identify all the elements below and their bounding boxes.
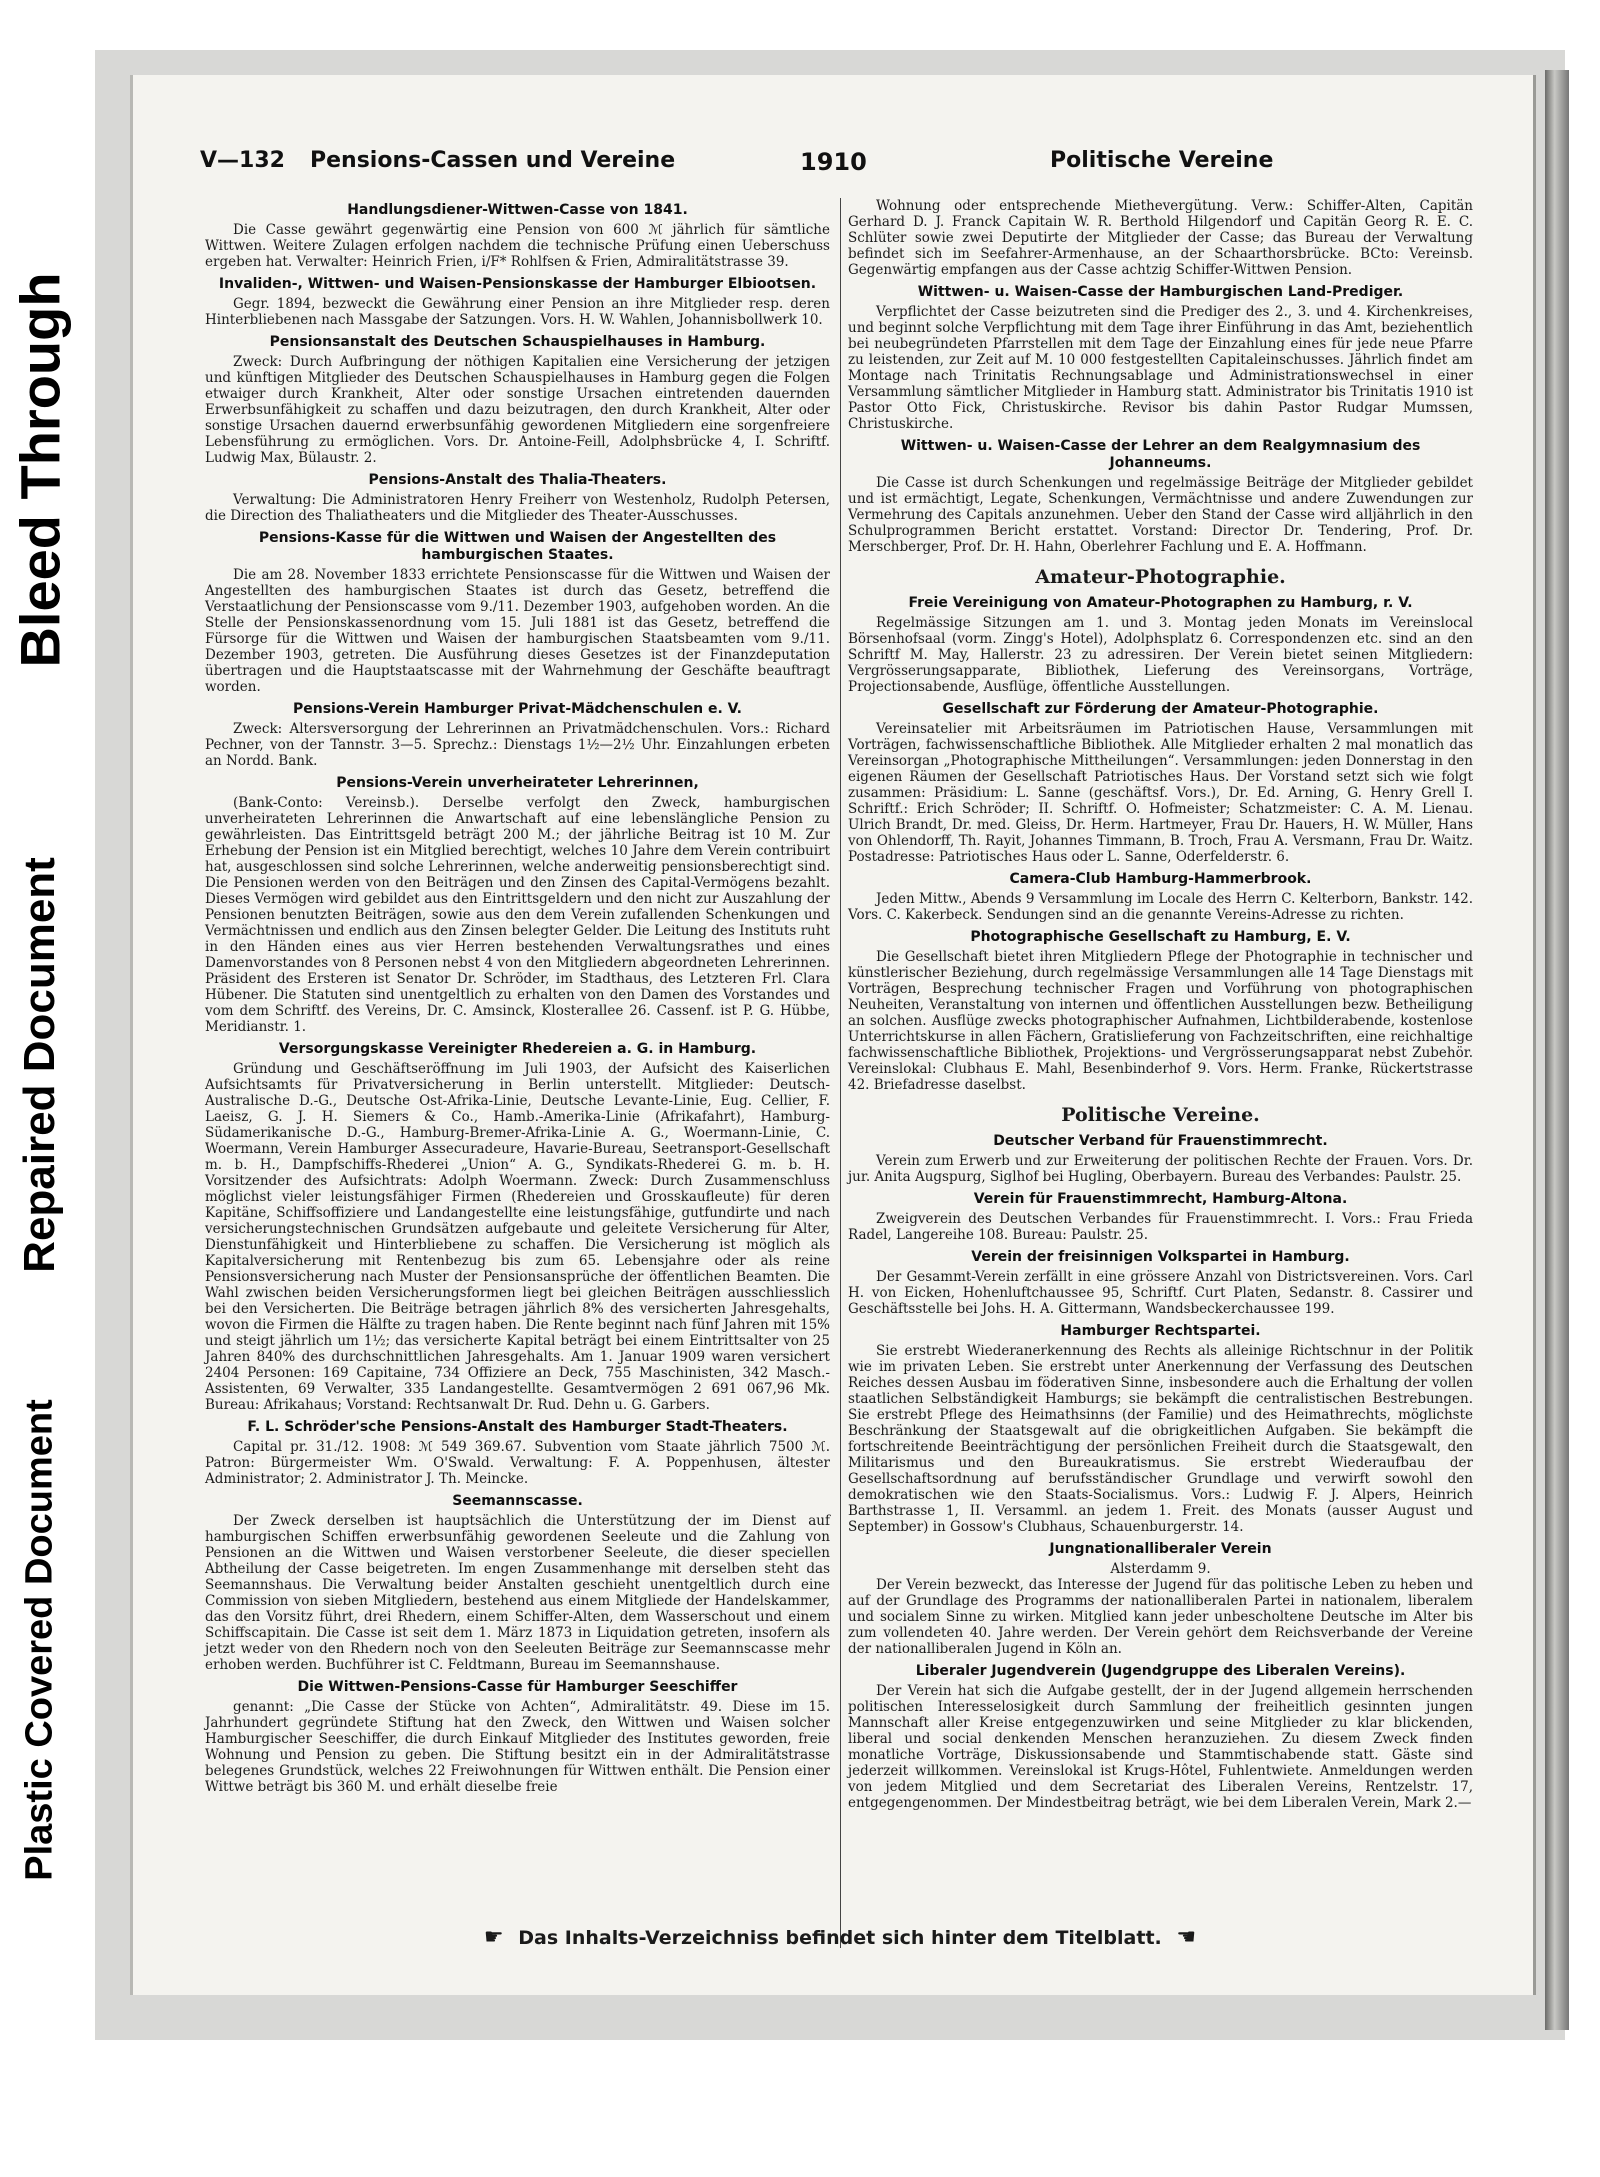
entry bbox=[205, 1419, 830, 1487]
label-bleed-through: Bleed Through bbox=[8, 272, 72, 668]
header-title: Pensions-Cassen und Vereine bbox=[310, 148, 676, 173]
entry-body: Verwaltung: Die Administratoren Henry Freiherr von Westenholz, Rudolph Petersen, die Direction des Thaliatheaters und die Mitglieder des Theater-Ausschusses. bbox=[205, 492, 830, 524]
entry bbox=[205, 701, 830, 769]
entry-body: Gegr. 1894, bezweckt die Gewährung einer Pension an ihre Mitglieder resp. deren Hinterbliebenen nach Massgabe der Satzungen. Vors. H. W. Wahlen, Johannisbollwerk 10. bbox=[205, 296, 830, 328]
entry-body: Gründung und Geschäftseröffnung im Juli 1903, der Aufsicht des Kaiserlichen Aufsichtsamts für Privatversicherung in Berlin unterstellt. Mitglieder: Deutsch-Australische D.-G., Deutsche Ost-Afrika-Linie, Deutsche Levante-Linie, Eug. Cellier, F. Laeisz, G. J. H. Siemers & Co., Hamb.-Amerika-Linie (Afrikafahrt), Hamburg-Südamerikanische D.-G., Hamburg-Bremer-Afrika-Linie A. G., Woermann-Linie, C. Woermann, Verein Hamburger Assecuradeure, Havarie-Bureau, Seetransport-Gesellschaft m. b. H., Dampfschiffs-Rhederei „Union“ A. G., Syndikats-Rhederei G. m. b. H. Vorsitzender des Aufsichtrats: Adolph Woermann. Zweck: Durch Zusammenschluss möglichst vieler leistungsfähiger Firmen (Rhedereien und Grosskaufleute) für deren Kapitäne, Schiffsoffiziere und Landangestellte eine leistungsfähige, gutfundirte und nach versicherungstechnischen Grundsätzen aufgebaute und geleitete Versicherung für Alter, Dienstunfähigkeit und Hinterbliebene zu schaffen. Die Versicherung ist möglich als Kapitalversicherung mit Rentenbezug bis zum 65. Lebensjahre oder als reine Pensionsversicherung nach Muster der Pensionsansprüche der öffentlichen Beamten. Die Wahl zwischen beiden Versicherungsformen liegt bei gleichen Beiträgen ausschliesslich bei den Versicherten. Die Beiträge betragen jährlich 8% des versicherten Jahresgehalts, wovon die Firmen die Hälfte zu tragen haben. Die Rente beginnt nach fünf Jahren mit 15% und steigt jährlich um 1½; das versicherte Kapital beträgt bei einem Eintrittsalter von 25 Jahren 840% des durchschnittlichen Jahresgehalts. Am 1. Januar 1909 waren versichert 2404 Personen: 169 Capitaine, 734 Offiziere an Deck, 755 Maschinisten, 342 Masch.-Assistenten, 69 Verwalter, 335 Landangestellte. Gesamtvermögen 2 691 067,96 Mk. Bureau: Afrikahaus; Vorstand: Rechtsanwalt Dr. Rud. Dehn u. G. Garbers. bbox=[205, 1061, 830, 1413]
entry-body: Vereinsatelier mit Arbeitsräumen im Patriotischen Hause, Versammlungen mit Vorträgen, fachwissenschaftliche Bibliothek. Alle Mitglieder erhalten 2 mal monatlich das Vereinsorgan „Photographische Mittheilungen“. Versammlungen: jeden Donnerstag in den eigenen Räumen der Gesellschaft Patriotisches Haus. Der Vorstand setzt sich wie folgt zusammen: Präsidium: L. Sanne (geschäftsf. Vors.), Dr. Ed. Arning, G. Henry Grell I. Schriftf.: Erich Schröder; II. Schriftf. O. Hofmeister; Schatzmeister: C. A. M. Lienau. Ulrich Brandt, Dr. med. Gleiss, Dr. Herm. Hartmeyer, Frau Dr. Hauers, H. W. Müller, Hans von Ohlendorff, Th. Rayit, Johannes Timmann, B. Troch, Frau A. Versmann, Frau Dr. Waitz. Postadresse: Patriotisches Haus oder L. Sanne, Oderfelderstr. 6. bbox=[848, 721, 1473, 865]
entry-title: Photographische Gesellschaft zu Hamburg, E. V. bbox=[970, 929, 1351, 945]
entry-body: Verpflichtet der Casse beizutreten sind die Prediger des 2., 3. und 4. Kirchenkreises, und beginnt solche Verpflichtung mit dem Tage ihrer Einführung in das Amt, beziehentlich bei neubegründeten Pfarrstellen mit dem Tage der Einzahlung eines für jede neue Pfarre zu leistenden, zur Zeit auf M. 10 000 festgestellten Capitaleinschusses. Jährlich findet am Montage nach Trinitatis Rechnungsablage und Administrationswechsel in einer Versammlung sämtlicher Mitglieder in Hamburg statt. Administrator bis Trinitatis 1910 ist Pastor Otto Fick, Christuskirche. Revisor bis dahin Pastor Rudgar Mumssen, Christuskirche. bbox=[848, 304, 1473, 432]
left-column bbox=[205, 198, 830, 1801]
entry bbox=[848, 701, 1473, 865]
entry bbox=[205, 202, 830, 270]
entry-title: Wittwen- u. Waisen-Casse der Hamburgischen Land-Prediger. bbox=[917, 284, 1404, 300]
entry-body: Sie erstrebt Wiederanerkennung des Rechts als alleinige Richtschnur in der Politik wie im privaten Leben. Sie erstrebt unter Anerkennung der Verfassung des Deutschen Reiches dessen Ausbau im föderativen Sinne, insbesondere auch die Erhaltung der vollen staatlichen Selbständigkeit Hamburgs; sie bekämpft die centralistischen Bestrebungen. Sie erstrebt Pflege des Heimathsinns (der Familie) und des Heimathrechts, möglichste Beschränkung der Staatsgewalt auf die obrigkeitlichen Aufgaben. Sie bekämpft die fortschreitende Beeinträchtigung der persönlichen Freiheit durch die Staatsgewalt, den Militarismus und den Bureaukratismus. Sie erstrebt Wiederaufbau der Gesellschaftsordnung auf berufsständischer Grundlage und verwirft sowohl den demokratischen wie den Staats-Socialismus. Vors.: Ludwig F. J. Alpers, Heinrich Barthstrasse 1, II. Versamml. an jedem 1. Freit. des Monats (ausser August und September) in Gossow's Clubhaus, Schauenburgerstr. 14. bbox=[848, 1343, 1473, 1535]
entry-title: Wittwen- u. Waisen-Casse der Lehrer an dem Realgymnasium des Johanneums. bbox=[900, 438, 1421, 471]
entry-subtitle: Alsterdamm 9. bbox=[1110, 1561, 1211, 1577]
entry bbox=[205, 1679, 830, 1795]
entry-body: Die am 28. November 1833 errichtete Pensionscasse für die Wittwen und Waisen der Angestellten des hamburgischen Staates ist durch das Gesetz, betreffend die Verstaatlichung der Pensionscasse vom 9./11. Dezember 1903, aufgehoben worden. An die Stelle der Pensionskassenordnung vom 15. Juli 1881 ist das Gesetz, betreffend die Fürsorge für die Wittwen und Waisen der hamburgischen Staatsbeamten vom 9./11. Dezember 1903, getreten. Die Ausführung dieses Gesetzes ist der Finanzdeputation übertragen und die Hauptstaatscasse mit der Wahrnehmung der Geschäfte beauftragt worden. bbox=[205, 567, 830, 695]
entry-title: Pensions-Kasse für die Wittwen und Waisen der Angestellten des hamburgischen Staates. bbox=[258, 530, 777, 563]
entry-title: Die Wittwen-Pensions-Casse für Hamburger Seeschiffer bbox=[297, 1679, 738, 1695]
entry bbox=[848, 1541, 1473, 1657]
entry bbox=[205, 472, 830, 524]
entry bbox=[848, 1323, 1473, 1535]
entry-title: Invaliden-, Wittwen- und Waisen-Pensionskasse der Hamburger Elbiootsen. bbox=[218, 276, 817, 292]
entry bbox=[848, 929, 1473, 1093]
entry-body: Capital pr. 31./12. 1908: ℳ 549 369.67. Subvention vom Staate jährlich 7500 ℳ. Patron: Bürgermeister Wm. O'Swald. Verwaltung: F. A. Poppenhusen, ältester Administrator; 2. Administrator J. Th. Meincke. bbox=[205, 1439, 830, 1487]
entry bbox=[848, 595, 1473, 695]
entry bbox=[848, 1663, 1473, 1811]
entry-body: Die Casse gewährt gegenwärtig eine Pension von 600 ℳ jährlich für sämtliche Wittwen. Weitere Zulagen erfolgen nachdem die technische Prüfung einen Ueberschuss ergeben hat. Verwalter: Heinrich Frien, i/F* Rohlfsen & Frien, Admiralitätstrasse 39. bbox=[205, 222, 830, 270]
label-repaired-document: Repaired Document bbox=[15, 857, 64, 1273]
entry-body: Zweck: Durch Aufbringung der nöthigen Kapitalien eine Versicherung der jetzigen und künftigen Mitglieder des Deutschen Schauspielhauses in Hamburg gegen die Folgen etwaiger durch Krankheit, Alter oder sonstige Ursachen eintretenden dauernden Erwerbsunfähigkeit zu schaffen und dazu beizutragen, den durch Krankheit, Alter oder sonstige Ursachen dauernd erwerbsunfähig gewordenen Mitgliedern eine sorgenfreiere Lebensführung zu ermöglichen. Vors. Dr. Antoine-Feill, Adolphsbrücke 4, I. Schriftf. Ludwig Max, Bülaustr. 2. bbox=[205, 354, 830, 466]
entry-body: (Bank-Conto: Vereinsb.). Derselbe verfolgt den Zweck, hamburgischen unverheirateten Lehrerinnen die Anwartschaft auf eine lebenslängliche Pension zu gewährleisten. Das Eintrittsgeld beträgt 200 M.; der jährliche Beitrag ist 10 M. Zur Erhebung der Pension ist ein Mitglied berechtigt, welches 10 Jahre dem Verein contribuirt hat, ausgeschlossen sind solche Lehrerinnen, welche anderweitig pensionsberechtigt sind. Die Pensionen werden von den Beiträgen und den Zinsen des Capital-Vermögens bezahlt. Dieses Vermögen wird gebildet aus den Eintrittsgeldern und den nicht zur Auszahlung der Pensionen benutzten Beiträgen, sowie aus den dem Verein zufallenden Schenkungen und Vermächtnissen und endlich aus den Zinsen belegter Gelder. Die Leitung des Instituts ruht in den Händen eines aus vier Herren bestehenden Verwaltungsrathes und eines Damenvorstandes von 8 Personen nebst 4 von den Mitgliedern abgeordneten Lehrerinnen. Präsident des Ersteren ist Senator Dr. Schröder, im Stadthaus, des Letzteren Frl. Clara Hübener. Die Statuten sind unentgeltlich zu erhalten von den Damen des Vorstandes und vom dem Schriftf. des Vereins, Dr. C. Amsinck, Klosterallee 26. Cassenf. ist P. G. Hübbe, Meridianstr. 1. bbox=[205, 795, 830, 1035]
footer-note bbox=[430, 1925, 1250, 1950]
entry-title: Pensionsanstalt des Deutschen Schauspielhauses in Hamburg. bbox=[269, 334, 766, 350]
entry bbox=[848, 1191, 1473, 1243]
entry bbox=[848, 1249, 1473, 1317]
entry-body: Wohnung oder entsprechende Miethevergütung. Verw.: Schiffer-Alten, Capitän Gerhard D. J. Franck Capitain W. R. Berthold Hilgendorf und Capitän Georg R. E. C. Schlüter sowie zwei Deputirte der Mitglieder der Casse; das Bureau der Verwaltung befindet sich im Seefahrer-Armenhause, an der Schaarthorsbrücke. BCto: Vereinsb. Gegenwärtig empfangen aus der Casse achtzig Schiffer-Wittwen Pension. bbox=[848, 198, 1473, 278]
pointing-hand-left-icon: ☚ bbox=[1176, 1925, 1197, 1950]
entry bbox=[205, 1041, 830, 1413]
right-column bbox=[848, 198, 1473, 1817]
entry bbox=[205, 334, 830, 466]
entry bbox=[205, 276, 830, 328]
page-edge bbox=[1545, 70, 1569, 2030]
entry bbox=[205, 1493, 830, 1673]
entry bbox=[848, 565, 1473, 589]
entry-title: Jungnationalliberaler Verein bbox=[1049, 1541, 1272, 1557]
side-labels bbox=[0, 0, 80, 2177]
entry-body: Der Gesammt-Verein zerfällt in eine grössere Anzahl von Districtsvereinen. Vors. Carl H. von Eicken, Hohenluftchaussee 95, Schriftf. Curt Platen, Sedanstr. 8. Cassirer und Geschäftsstelle bei Johs. H. A. Gittermann, Wandsbeckerchaussee 199. bbox=[848, 1269, 1473, 1317]
entry-body: Die Casse ist durch Schenkungen und regelmässige Beiträge der Mitglieder gebildet und ist ermächtigt, Legate, Schenkungen, Vermächtnisse und andere Zuwendungen zur Vermehrung des Capitals anzunehmen. Ueber den Stand der Casse wird alljährlich in den Schulprogrammen Bericht erstattet. Vorstand: Director Dr. Tendering, Prof. Dr. Merschberger, Prof. Dr. H. Hahn, Oberlehrer Fachlung und E. A. Hoffmann. bbox=[848, 475, 1473, 555]
footer-text: Das Inhalts-Verzeichniss befindet sich hinter dem Titelblatt. bbox=[518, 1927, 1162, 1949]
entry bbox=[848, 284, 1473, 432]
entry-body: Der Verein hat sich die Aufgabe gestellt, der in der Jugend allgemein herrschenden politischen Interesselosigkeit durch Sammlung der freiheitlich gesinnten jungen Mannschaft aller Kreise entgegenzuwirken und seine Mitglieder zu klar blickenden, liberal und social denkenden Menschen heranzuziehen. Zu diesem Zweck finden monatliche Vorträge, Diskussionsabende und Stammtischabende statt. Gäste sind jederzeit willkommen. Vereinslokal ist Krugs-Hôtel, Fuhlentwiete. Anmeldungen werden von jedem Mitglied und dem Secretariat des Liberalen Vereins, Rentzelstr. 17, entgegengenommen. Der Mindestbeitrag beträgt, wie bei dem Liberalen Verein, Mark 2.— bbox=[848, 1683, 1473, 1811]
entry-title: Pensions-Verein unverheirateter Lehrerinnen, bbox=[336, 775, 699, 791]
entry-title: Gesellschaft zur Förderung der Amateur-Photographie. bbox=[942, 701, 1379, 717]
entry-body: genannt: „Die Casse der Stücke von Achten“, Admiralitätstr. 49. Diese im 15. Jahrhundert gegründete Stiftung hat den Zweck, den Wittwen und Waisen solcher Hamburgischer Seeschiffer, die durch Einkauf Mitglieder des Institutes geworden, freie Wohnung und Pension zu geben. Die Stiftung besitzt ein in der Admiralitätstrasse belegenes Grundstück, welches 22 Freiwohnungen für Wittwen enthält. Die Pension einer Wittwe beträgt bis 360 M. und erhält dieselbe freie bbox=[205, 1699, 830, 1795]
pointing-hand-right-icon: ☛ bbox=[483, 1925, 504, 1950]
entry-body: Verein zum Erwerb und zur Erweiterung der politischen Rechte der Frauen. Vors. Dr. jur. Anita Augspurg, Siglhof bei Hugling, Oberbayern. Bureau des Verbandes: Paulstr. 25. bbox=[848, 1153, 1473, 1185]
entry-title: Hamburger Rechtspartei. bbox=[1060, 1323, 1261, 1339]
entry-title: Freie Vereinigung von Amateur-Photographen zu Hamburg, r. V. bbox=[908, 595, 1413, 611]
entry-body: Regelmässige Sitzungen am 1. und 3. Montag jeden Monats im Vereinslocal Börsenhofsaal (vorm. Zingg's Hotel), Adolphsplatz 6. Correspondenzen etc. sind an den Schriftf M. May, Hallerstr. 23 zu adressiren. Der Verein bietet seinen Mitgliedern: Vergrösserungsapparate, Bibliothek, Lieferung des Vereinsorgans, Vorträge, Projectionsabende, Ausflüge, öffentliche Ausstellungen. bbox=[848, 615, 1473, 695]
entry-body: Zweck: Altersversorgung der Lehrerinnen an Privatmädchenschulen. Vors.: Richard Pechner, von der Tannstr. 3—5. Sprechz.: Dienstags 1½—2½ Uhr. Einzahlungen erbeten an Nordd. Bank. bbox=[205, 721, 830, 769]
entry-body: Jeden Mittw., Abends 9 Versammlung im Locale des Herrn C. Kelterborn, Bankstr. 142. Vors. C. Kakerbeck. Sendungen sind an die genannte Vereins-Adresse zu richten. bbox=[848, 891, 1473, 923]
category-heading: Politische Vereine. bbox=[1061, 1104, 1260, 1126]
entry bbox=[848, 1133, 1473, 1185]
entry-title: Handlungsdiener-Wittwen-Casse von 1841. bbox=[347, 202, 688, 218]
entry-body: Zweigverein des Deutschen Verbandes für Frauenstimmrecht. I. Vors.: Frau Frieda Radel, Langereihe 108. Bureau: Paulstr. 25. bbox=[848, 1211, 1473, 1243]
entry-title: Camera-Club Hamburg-Hammerbrook. bbox=[1009, 871, 1312, 887]
entry-title: Pensions-Anstalt des Thalia-Theaters. bbox=[368, 472, 667, 488]
running-header bbox=[200, 148, 1500, 184]
entry bbox=[848, 438, 1473, 555]
entry bbox=[848, 871, 1473, 923]
entry-title: Versorgungskasse Vereinigter Rhedereien a. G. in Hamburg. bbox=[278, 1041, 757, 1057]
entry bbox=[848, 198, 1473, 278]
entry-title: Verein der freisinnigen Volkspartei in Hamburg. bbox=[971, 1249, 1350, 1265]
entry-title: Seemannscasse. bbox=[452, 1493, 583, 1509]
entry bbox=[205, 775, 830, 1035]
header-year: 1910 bbox=[800, 148, 867, 176]
header-section: Politische Vereine bbox=[1050, 148, 1274, 173]
column-divider bbox=[840, 198, 841, 1948]
entry-title: Deutscher Verband für Frauenstimmrecht. bbox=[993, 1133, 1328, 1149]
entry-title: Liberaler Jugendverein (Jugendgruppe des Liberalen Vereins). bbox=[915, 1663, 1406, 1679]
entry-title: Pensions-Verein Hamburger Privat-Mädchenschulen e. V. bbox=[292, 701, 742, 717]
entry-body: Der Zweck derselben ist hauptsächlich die Unterstützung der im Dienst auf hamburgischen Schiffen erwerbsunfähig gewordenen Seeleute und die Zahlung von Pensionen an die Wittwen und Waisen verstorbener Seeleute, die dieser speciellen Abtheilung der Casse beigetreten. Im engen Zusammenhange mit derselben steht das Seemannshaus. Die Verwaltung beider Anstalten geschieht unentgeltlich durch eine Commission von sieben Mitgliedern, bestehend aus einem Mitgliede der Handelskammer, das den Vorsitz führt, drei Rhedern, einem Schiffer-Alten, dem Wasserschout und einem Schiffscapitain. Die Casse ist seit dem 1. März 1873 in Liquidation getreten, insofern als jetzt weder von den Rhedern noch von den Seeleuten Beiträge zur Seemannscasse mehr erhoben werden. Buchführer ist C. Feldtmann, Bureau im Seemannshause. bbox=[205, 1513, 830, 1673]
page-number: V—132 bbox=[200, 148, 285, 173]
label-plastic-covered: Plastic Covered Document bbox=[18, 1399, 61, 1881]
entry-body: Die Gesellschaft bietet ihren Mitgliedern Pflege der Photographie in technischer und künstlerischer Beziehung, durch regelmässige Versammlungen alle 14 Tage Dienstags mit Vorträgen, Besprechung technischer Fragen und Vorführung von photographischen Neuheiten, Veranstaltung von internen und öffentlichen Ausstellungen bezw. Betheiligung an solchen. Ausflüge zwecks photographischer Aufnahmen, Lichtbilderabende, kostenlose Unterrichtskurse in allen Fächern, Gratislieferung von Fachzeitschriften, eine reichhaltige fachwissenschaftliche Bibliothek, Projektions- und Vergrösserungsapparat nebst Zubehör. Vereinslokal: Clubhaus E. Mahl, Besenbinderhof 9. Vors. Herm. Franke, Rückertstrasse 42. Briefadresse daselbst. bbox=[848, 949, 1473, 1093]
entry-body: Der Verein bezweckt, das Interesse der Jugend für das politische Leben zu heben und auf der Grundlage des Programms der nationalliberalen Partei in nationalem, liberalem und socialem Sinne zu wirken. Mitglied kann jeder unbescholtene Deutsche im Alter bis zum vollendeten 40. Jahre werden. Der Verein gehört dem Reichsverbande der Vereine der nationalliberalen Jugend in Köln an. bbox=[848, 1577, 1473, 1657]
entry bbox=[848, 1103, 1473, 1127]
entry bbox=[205, 530, 830, 695]
entry-title: Verein für Frauenstimmrecht, Hamburg-Altona. bbox=[973, 1191, 1348, 1207]
entry-title: F. L. Schröder'sche Pensions-Anstalt des Hamburger Stadt-Theaters. bbox=[247, 1419, 788, 1435]
category-heading: Amateur-Photographie. bbox=[1035, 566, 1286, 588]
